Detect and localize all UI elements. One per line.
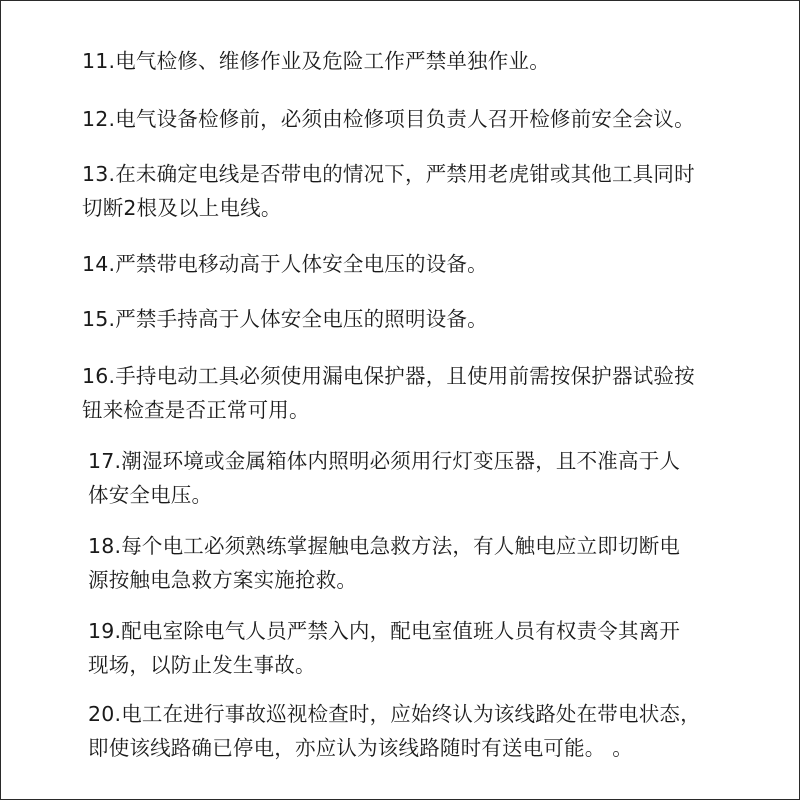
rule-line: 18.每个电工必须熟练掌握触电急救方法，有人触电应立即切断电 [88,534,681,558]
rule-line: 13.在未确定电线是否带电的情况下，严禁用老虎钳或其他工具同时 [82,162,695,186]
rule-14 [82,247,742,281]
rule-line: 源按触电急救方案实施抢救。 [88,568,358,592]
rule-line: 现场，以防止发生事故。 [88,653,316,677]
rule-11 [82,44,742,78]
rule-17 [88,444,748,512]
rule-13 [82,157,742,225]
rule-line: 11.电气检修、维修作业及危险工作严禁单独作业。 [82,49,550,73]
rule-line: 16.手持电动工具必须使用漏电保护器，且使用前需按保护器试验按 [82,364,695,388]
rule-12 [82,102,742,136]
rule-line: 20.电工在进行事故巡视检查时，应始终认为该线路处在带电状态， [88,702,701,726]
rule-20 [88,697,748,765]
rule-19 [88,614,748,682]
rule-line: 14.严禁带电移动高于人体安全电压的设备。 [82,252,488,276]
rule-15 [82,302,742,336]
rule-line: 12.电气设备检修前，必须由检修项目负责人召开检修前安全会议。 [82,107,695,131]
rule-line: 切断2根及以上电线。 [82,196,282,220]
rule-18 [88,529,748,597]
rule-line: 体安全电压。 [88,483,213,507]
rule-line: 15.严禁手持高于人体安全电压的照明设备。 [82,307,488,331]
rule-line: 即使该线路确已停电，亦应认为该线路随时有送电可能。 。 [88,736,633,760]
rule-16 [82,359,742,427]
rule-line: 17.潮湿环境或金属箱体内照明必须用行灯变压器，且不准高于人 [88,449,681,473]
rule-line: 19.配电室除电气人员严禁入内，配电室值班人员有权责令其离开 [88,619,681,643]
rule-line: 钮来检查是否正常可用。 [82,398,310,422]
